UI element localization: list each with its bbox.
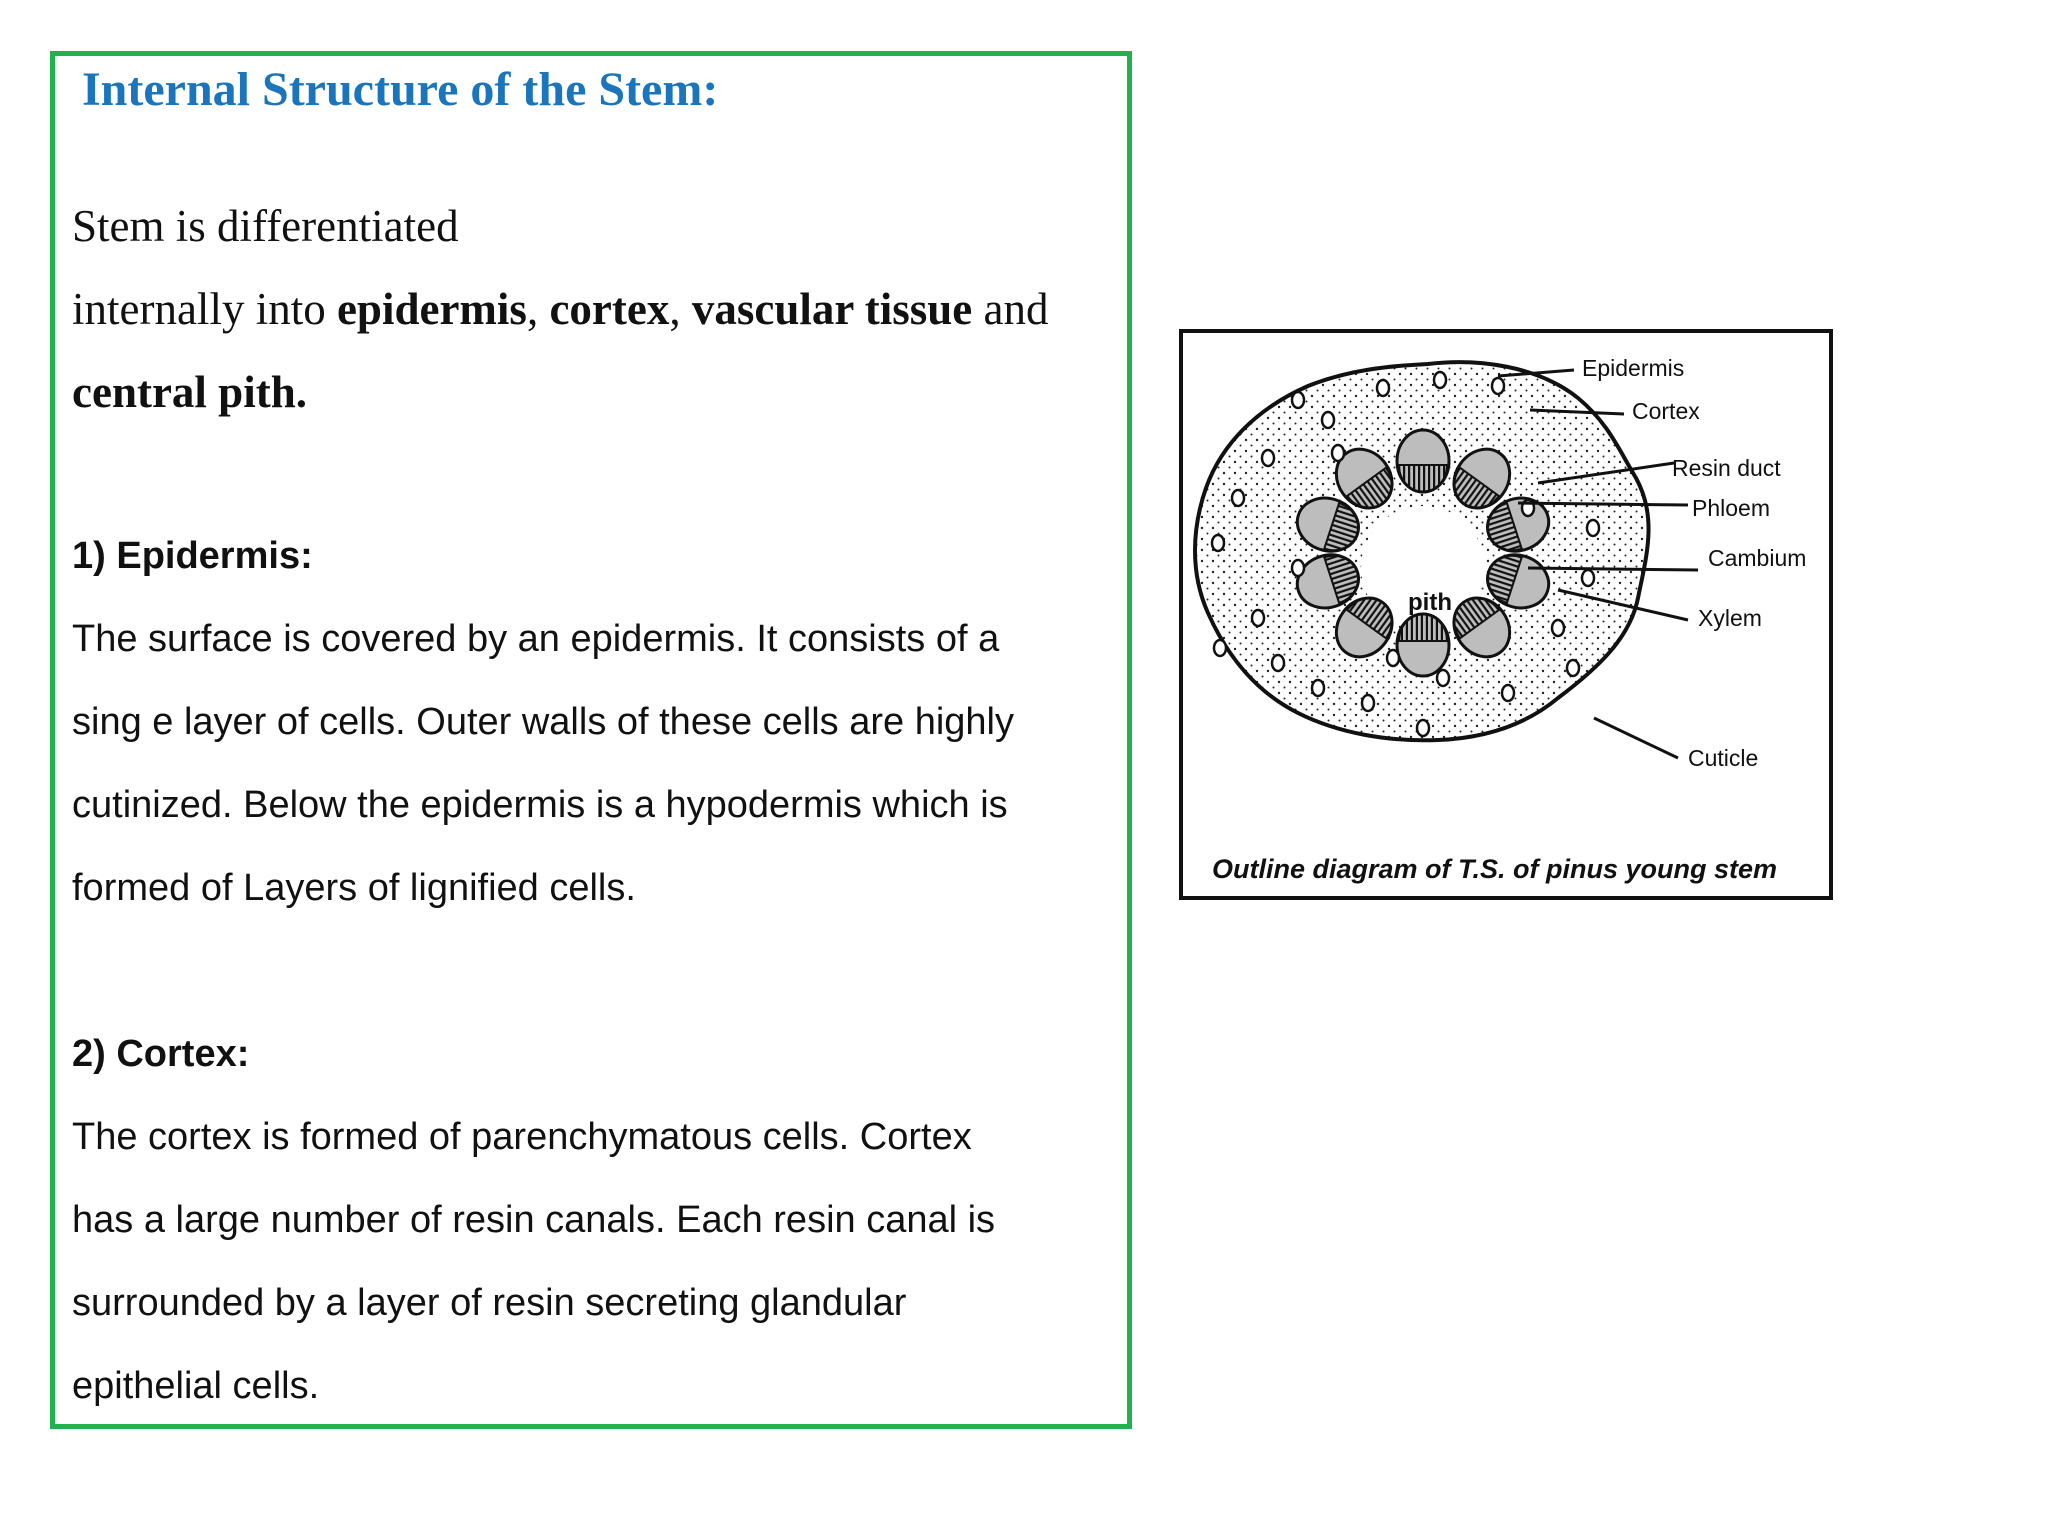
cortex-line-4: epithelial cells. — [72, 1365, 320, 1407]
resin-duct — [1332, 445, 1344, 461]
page-title: Internal Structure of the Stem: — [82, 63, 719, 116]
label-pith: pith — [1408, 589, 1452, 616]
resin-duct — [1292, 392, 1304, 408]
resin-duct — [1262, 450, 1274, 466]
label-phloem: Phloem — [1692, 495, 1770, 521]
section-heading-cortex: 2) Cortex: — [72, 1033, 250, 1075]
resin-duct — [1252, 610, 1264, 626]
resin-duct — [1502, 685, 1514, 701]
resin-duct — [1322, 412, 1334, 428]
resin-duct — [1552, 620, 1564, 636]
resin-duct — [1212, 535, 1224, 551]
resin-duct — [1587, 520, 1599, 536]
epidermis-line-4: formed of Layers of lignified cells. — [72, 867, 636, 909]
intro-suffix: and — [972, 284, 1049, 334]
intro-line-1: Stem is differentiated — [72, 201, 459, 251]
term-cortex: cortex — [549, 284, 670, 334]
resin-duct — [1312, 680, 1324, 696]
vascular-bundle — [1397, 614, 1449, 676]
stem-diagram — [1178, 328, 1834, 901]
label-resin-duct: Resin duct — [1672, 455, 1781, 481]
section-heading-epidermis: 1) Epidermis: — [72, 535, 313, 577]
label-cambium: Cambium — [1708, 545, 1807, 571]
label-epidermis: Epidermis — [1582, 355, 1685, 381]
epidermis-line-1: The surface is covered by an epidermis. It consists of a — [72, 618, 1000, 660]
cortex-line-1: The cortex is formed of parenchymatous cells. Cortex — [72, 1116, 972, 1158]
resin-duct — [1567, 660, 1579, 676]
term-epidermis: epidermis — [336, 284, 527, 334]
vascular-bundle — [1397, 430, 1449, 492]
intro-line-2 — [72, 283, 1049, 335]
cortex-line-2: has a large number of resin canals. Each resin canal is — [72, 1199, 996, 1241]
resin-duct — [1492, 378, 1504, 394]
resin-duct — [1377, 380, 1389, 396]
resin-duct — [1387, 650, 1399, 666]
resin-duct — [1362, 695, 1374, 711]
epidermis-line-2: sing e layer of cells. Outer walls of these cells are highly — [72, 701, 1014, 743]
intro-sep-2: , — [669, 284, 692, 334]
epidermis-line-3: cutinized. Below the epidermis is a hypodermis which is — [72, 784, 1008, 826]
resin-duct — [1272, 655, 1284, 671]
cortex-line-3: surrounded by a layer of resin secreting glandular — [72, 1282, 907, 1324]
term-vascular-tissue: vascular tissue — [691, 284, 973, 334]
term-central-pith: central pith. — [72, 367, 307, 417]
stem-cross-section-figure — [1178, 328, 1834, 901]
resin-duct — [1214, 640, 1226, 656]
label-cuticle: Cuticle — [1688, 745, 1759, 771]
figure-caption: Outline diagram of T.S. of pinus young stem — [1212, 854, 1778, 884]
resin-duct — [1582, 570, 1594, 586]
resin-duct — [1434, 372, 1446, 388]
resin-duct — [1232, 490, 1244, 506]
resin-duct — [1417, 720, 1429, 736]
intro-prefix: internally into — [72, 284, 337, 334]
label-xylem: Xylem — [1698, 605, 1762, 631]
resin-duct — [1437, 670, 1449, 686]
resin-duct — [1292, 560, 1304, 576]
intro-line-3 — [72, 366, 307, 418]
intro-sep-1: , — [526, 284, 550, 334]
label-cortex: Cortex — [1632, 398, 1700, 424]
